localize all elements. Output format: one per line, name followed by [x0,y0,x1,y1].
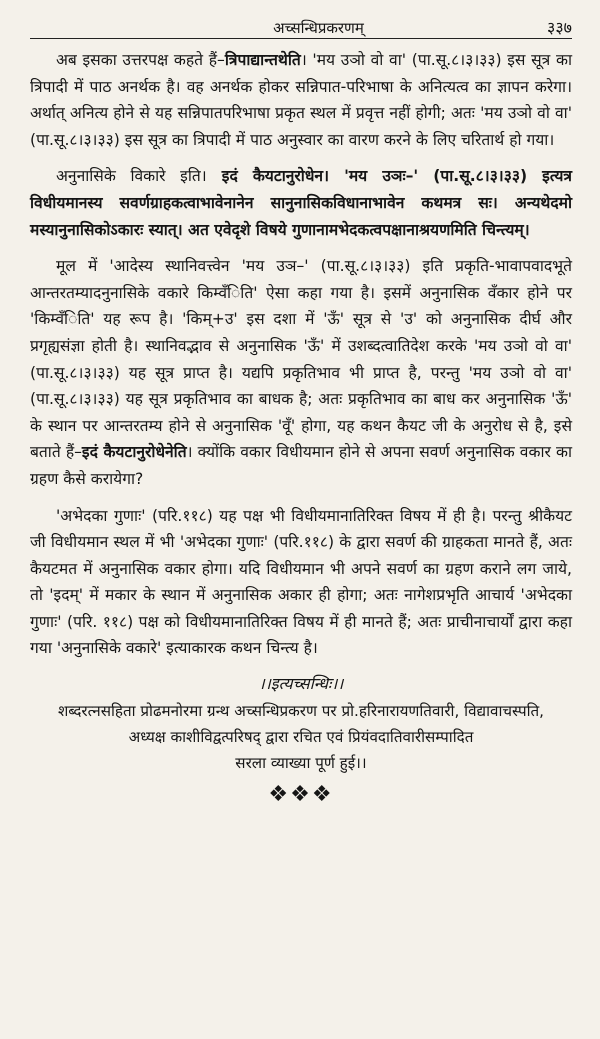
body-text [30,47,572,662]
paragraph-4-text: 'अभेदका गुणाः' (परि.११८) यह पक्ष भी विधीयमानातिरिक्त विषय में ही है। परन्तु श्रीकैयट जी विधीयमान स्थल में भी 'अभेदका गुणाः' (परि.११८) के द्वारा सवर्ण की ग्राहकता मानते हैं, अतः कैयटमत में अनुनासिक वकार होगा। यदि विधीयमान भी अपने सवर्ण का ग्रहण कराने लग जाये, तो 'इदम्' में मकार के स्थान में अनुनासिक अकार ही होगा; अतः नागेशप्रभृति आचार्य 'अभेदका गुणाः' (परि. ११८) पक्ष को विधीयमानातिरिक्त विषय में ही मानते हैं; अतः प्राचीनाचार्यों द्वारा कहा गया 'अनुनासिके वकारे' इत्याकारक कथन चिन्त्य है। [30,506,572,658]
running-title: अच्सन्धिप्रकरणम् [273,19,364,37]
paragraph-3 [30,253,572,492]
ornament-icon: ❖❖❖ [268,782,334,808]
colophon-line-3: सरला व्याख्या पूर्ण हुई।। [235,754,367,773]
paragraph-2-bold: इदं कैयटानुरोधेन। 'मय उञः–' (पा.सू.८।३।३३) इत्यत्र विधीयमानस्य सवर्णग्राहकत्वाभावेनानेन सानुनासिकविधानाभावेन कथमत्र सः। अन्यथेदमो मस्यानुनासिकोऽकारः स्यात्। अत एवेदृशे विषये गुणानामभेदकत्वपक्षानाश्रयणमिति चिन्त्यम्। [30,167,573,239]
paragraph-4 [30,503,572,663]
paragraph-2 [30,163,572,243]
paragraph-1-lead: अब इसका उत्तरपक्ष कहते हैं– [56,51,225,69]
paragraph-3-bold: इदं कैयटानुरोधेनेति [81,443,187,462]
colophon-line-1: शब्दरत्नसहिता प्रोढमनोरमा ग्रन्थ अच्सन्धिप्रकरण पर प्रो.हरिनारायणतिवारी, विद्यावाचस्पति, [57,702,544,721]
colophon [30,698,572,776]
colophon-line-2: अध्यक्ष काशीविद्वत्परिषद् द्वारा रचित एवं प्रियंवदातिवारीसम्पादित [128,728,474,747]
page-number: ३३७ [547,18,572,37]
paragraph-1-rest: । 'मय उञो वो वा' (पा.सू.८।३।३३) इस सूत्र का त्रिपादी में पाठ अनर्थक है। वह अनर्थक होकर सन्निपात-परिभाषा के अनित्यत्व का ज्ञापन करेगा। अर्थात् अनित्य होने से यह सन्निपातपरिभाषा प्रकृत स्थल में प्रवृत्त नहीं होगी; अतः 'मय उञो वो वा' (पा.सू.८।३।३३) इस सूत्र का त्रिपादी में पाठ अनुस्वार का वारण करने के लिए चरितार्थ हो गया। [30,51,572,149]
paragraph-3-lead: मूल में 'आदेस्य स्थानिवत्त्वेन 'मय उञ–' (पा.सू.८।३।३३) इति प्रकृति-भावापवादभूते आन्तरतम्यादनुनासिके वकारे किम्वँिति' ऐसा कहा गया है। इसमें अनुनासिक वँकार होने पर 'किम्वँिति' यह रूप है। 'किम्+उ' इस दशा में 'ऊँ' सूत्र से 'उ' को अनुनासिक दीर्घ और प्रगृह्यसंज्ञा होती है। स्थानिवद्भाव से अनुनासिक 'ऊँ' में उशब्दत्वातिदेश करके 'मय उञो वो वा' (पा.सू.८।३।३३) यह सूत्र प्राप्त है। यद्यपि प्रकृतिभाव भी प्राप्त है, परन्तु 'मय उञो वो वा' (पा.सू.८।३।३३) यह सूत्र प्रकृतिभाव का बाधक है; अतः प्रकृतिभाव का बाध कर अनुनासिक 'ऊँ' के स्थान पर आन्तरतम्य होने से अनुनासिक 'वूँ' होगा, यह कथन कैयट जी के अनुरोध से है, इसे बताते हैं– [30,257,572,462]
paragraph-1-bold: त्रिपाद्यान्तथेति [224,51,301,69]
section-end-marker: ।।इत्यच्सन्धिः।। [258,674,344,694]
running-head [30,0,572,39]
paragraph-1 [30,47,572,153]
paragraph-2-lead: अनुनासिके विकारे इति। [56,167,207,186]
paragraph-3-rest: । क्योंकि वकार विधीयमान होने से अपना सवर्ण अनुनासिक वकार का ग्रहण कैसे करायेगा? [30,443,572,488]
